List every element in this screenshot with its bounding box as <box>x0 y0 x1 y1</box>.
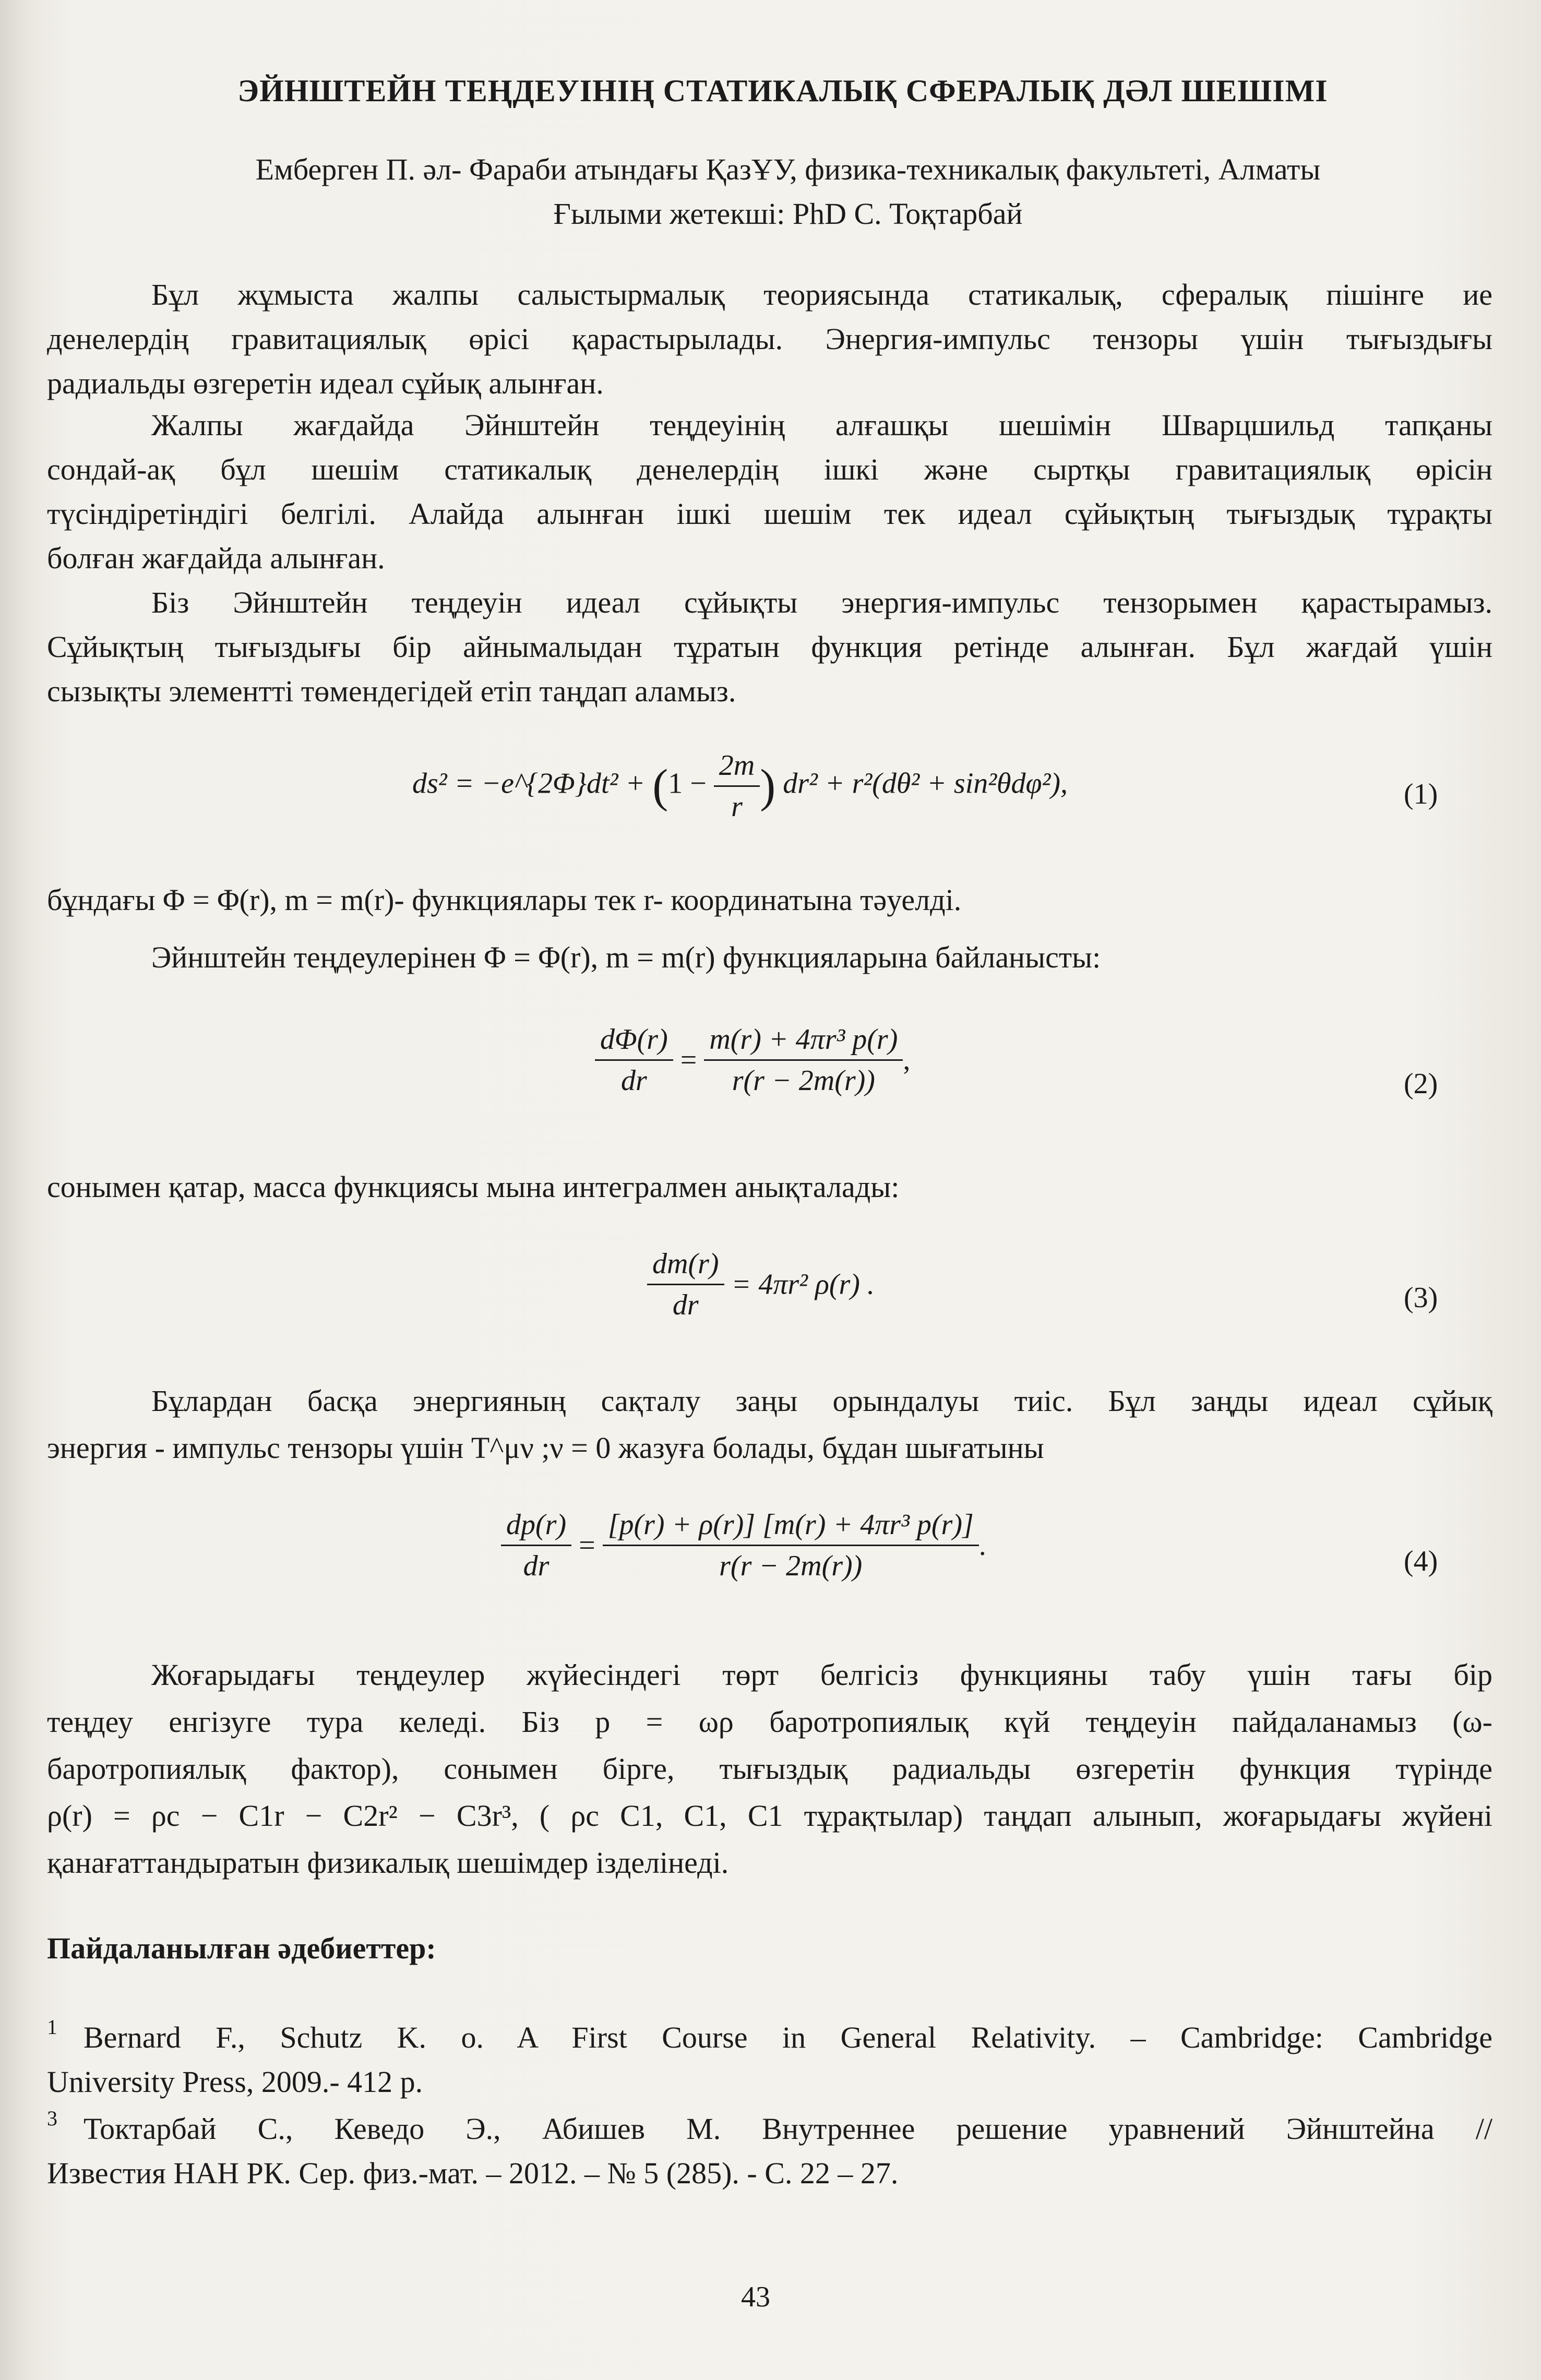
eq1-number: (1) <box>1404 778 1438 810</box>
eq4-lhs-den: dr <box>523 1550 549 1582</box>
eq4-lhs-num: dp(r) <box>501 1508 571 1546</box>
p4-line-2: энергия - импульс тензоры үшін T^μν ;ν = 0 жазуға болады, бұдан шығатыны <box>47 1431 1044 1465</box>
eq1-one-minus: 1 − <box>668 767 707 800</box>
ref-3-marker: 3 <box>47 2107 57 2130</box>
equation-1: ds² = −e^{2Φ}dt² + (1 − $\frac{2m}{r}$ ) dr² + r²(dθ² + sin²θdφ²), <box>412 749 1068 823</box>
ref-3-line-2: Известия НАН РК. Сер. физ.-мат. – 2012. – № 5 (285). - С. 22 – 27. <box>47 2156 899 2190</box>
p3-line-1: Біз Эйнштейн теңдеуін идеал сұйықты энергия-импульс тензорымен қарастырамыз. <box>151 585 1492 619</box>
eq2-rhs-fraction <box>704 1023 903 1097</box>
p4-line-1: Бұлардан басқа энергияның сақталу заңы орындалуы тиіс. Бұл заңды идеал сұйық <box>151 1384 1492 1418</box>
ref-1-marker: 1 <box>47 2015 57 2039</box>
p2-line-1: Жалпы жағдайда Эйнштейн теңдеуінің алғашқы шешімін Шварцшильд тапқаны <box>151 408 1492 442</box>
ref-1-line-1: Bernard F., Schutz K. o. A First Course in General Relativity. – Cambridge: Cambridge <box>83 2020 1492 2054</box>
ref-1-line-2: University Press, 2009.- 412 p. <box>47 2065 423 2099</box>
eq3-lhs-den: dr <box>672 1289 699 1321</box>
equation-4: $\frac{dp(r)}{dr}$ = $\frac{\text{[p(r) + ρ(r)] [m(r) + 4πr³ p(r)]}}{r(r - 2m(r))}$ . <box>501 1508 986 1583</box>
p5-line-4: ρ(r) = ρc − C1r − C2r² − C3r³, ( ρc C1, C1, C1 тұрақтылар) таңдап алынып, жоғарыдағы жүйені <box>47 1799 1492 1833</box>
eq3-lhs-num: dm(r) <box>647 1247 724 1285</box>
eq4-number: (4) <box>1404 1545 1438 1577</box>
p2-line-2: сондай-ақ бұл шешім статикалық денелердің ішкі және сыртқы гравитациялық өрісін <box>47 452 1492 486</box>
before-eq3-text: сонымен қатар, масса функциясы мына интегралмен анықталады: <box>47 1170 900 1204</box>
author-line: Емберген П. әл- Фараби атындағы ҚазҰУ, физика-техникалық факультеті, Алматы <box>255 152 1321 186</box>
p1-line-3: радиальды өзгеретін идеал сұйық алынған. <box>47 366 604 400</box>
p5-line-1: Жоғарыдағы теңдеулер жүйесіндегі төрт белгісіз функцияны табу үшін тағы бір <box>151 1658 1492 1692</box>
before-eq2-text: Эйнштейн теңдеулерінен Φ = Φ(r), m = m(r) функцияларына байланысты: <box>151 940 1101 974</box>
p2-line-4: болған жағдайда алынған. <box>47 541 385 575</box>
eq1-frac-num: 2m <box>714 749 760 787</box>
after-eq1-text: бұндағы Φ = Φ(r), m = m(r)- функциялары тек r- координатына тәуелді. <box>47 883 962 917</box>
eq3-lhs-fraction <box>647 1247 724 1322</box>
eq2-rhs-den: r(r − 2m(r)) <box>732 1065 875 1097</box>
eq1-fraction <box>714 749 760 823</box>
p5-line-3: баротропиялық фактор), сонымен бірге, тығыздық радиальды өзгеретін функция түрінде <box>47 1752 1492 1786</box>
ref-3-line-1: Токтарбай С., Кеведо Э., Абишев М. Внутреннее решение уравнений Эйнштейна // <box>83 2112 1492 2146</box>
eq1-frac-den: r <box>731 791 743 823</box>
eq2-lhs-fraction <box>595 1023 673 1097</box>
eq1-lhs: ds² = −e^{2Φ}dt² + <box>412 767 646 800</box>
equation-3 <box>647 1247 875 1322</box>
eq4-rhs-den: r(r − 2m(r)) <box>719 1550 863 1582</box>
eq2-lhs-num: dΦ(r) <box>595 1023 673 1061</box>
paper-title: ЭЙНШТЕЙН ТЕҢДЕУІНІҢ СТАТИКАЛЫҚ СФЕРАЛЫҚ ДӘЛ ШЕШІМІ <box>237 74 1328 108</box>
p3-line-2: Сұйықтың тығыздығы бір айнымалыдан тұратын функция ретінде алынған. Бұл жағдай үшін <box>47 630 1492 664</box>
p1-line-1: Бұл жұмыста жалпы салыстырмалық теориясында статикалық, сфералық пішінге ие <box>151 278 1492 312</box>
eq2-lhs-den: dr <box>620 1065 647 1097</box>
eq2-rhs-num: m(r) + 4πr³ p(r) <box>704 1023 903 1061</box>
page-number: 43 <box>741 2281 770 2313</box>
eq3-number: (3) <box>1404 1282 1438 1314</box>
p1-line-2: денелердің гравитациялық өрісі қарастырылады. Энергия-импульс тензоры үшін тығыздығы <box>47 322 1492 356</box>
eq4-rhs-num: [p(r) + ρ(r)] [m(r) + 4πr³ p(r)] <box>603 1508 979 1546</box>
eq3-rhs: = 4πr² ρ(r) . <box>731 1268 875 1301</box>
eq4-rhs-fraction <box>603 1508 979 1583</box>
p5-line-5: қанағаттандыратын физикалық шешімдер ізделінеді. <box>47 1846 729 1880</box>
equation-2: $\frac{d\Phi(r)}{dr}$ = $\frac{\text{m(r) + 4πr³ p(r)}}{r(r - 2m(r))}$ , <box>595 1023 910 1097</box>
p3-line-3: сызықты элементті төмендегідей етіп таңдап аламыз. <box>47 674 736 708</box>
p2-line-3: түсіндіретіндігі белгілі. Алайда алынған ішкі шешім тек идеал сұйықтың тығыздық тұрақты <box>47 497 1492 531</box>
eq4-lhs-fraction <box>501 1508 571 1583</box>
supervisor-line: Ғылыми жетекші: PhD С. Тоқтарбай <box>553 197 1023 231</box>
eq1-rhs: dr² + r²(dθ² + sin²θdφ²), <box>783 767 1068 800</box>
references-heading: Пайдаланылған әдебиеттер: <box>47 1931 436 1965</box>
eq2-number: (2) <box>1404 1068 1438 1100</box>
p5-line-2: теңдеу енгізуге тура келеді. Біз p = ωρ баротропиялық күй теңдеуін пайдаланамыз (ω- <box>47 1705 1492 1739</box>
